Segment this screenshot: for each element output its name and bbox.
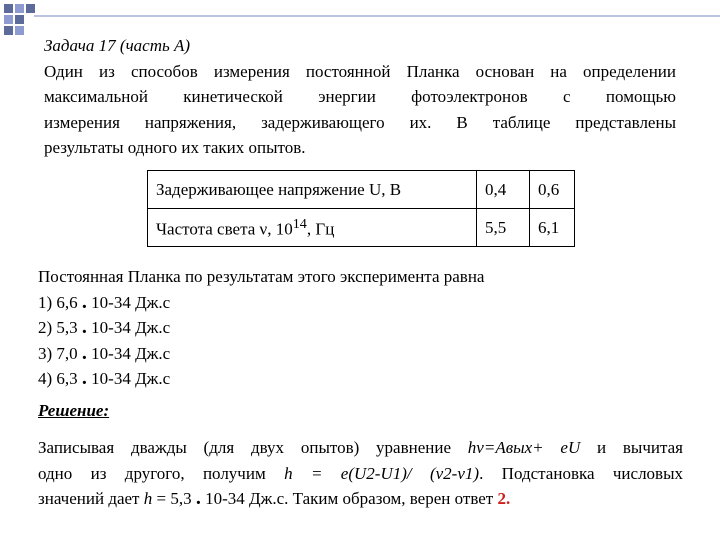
option-exponent: 10-34 Дж.с [91, 369, 171, 388]
decor-square [15, 4, 24, 13]
task-line: максимальной кинетической энергии фотоэлектронов с помощью [44, 87, 676, 106]
solution-text: значений дает [38, 489, 144, 508]
table-row [148, 209, 575, 247]
option-exponent: 10-34 Дж.с [91, 318, 171, 337]
task-line: результаты одного их таких опытов. [44, 138, 306, 157]
label-text: , 10 [267, 219, 293, 239]
cell-value: 0,6 [530, 171, 575, 209]
option-number: 1) [38, 292, 53, 312]
solution-text: и вычитая [580, 438, 683, 457]
decor-square [4, 4, 13, 13]
solution-block [38, 435, 683, 512]
decor-square [4, 15, 13, 24]
decor-square [15, 26, 24, 35]
task-block [44, 33, 676, 161]
row-label [148, 209, 477, 247]
question-text: Постоянная Планка по результатам этого эксперимента равна [38, 267, 485, 286]
answer-option [38, 290, 618, 316]
solution-text: = 5,3 [152, 489, 196, 508]
solution-text: одно из другого, получим [38, 463, 285, 483]
option-number: 2) [38, 318, 53, 337]
solution-heading: Решение: [38, 401, 110, 420]
decor-square [26, 4, 35, 13]
multiply-dot: . [195, 487, 201, 509]
multiply-dot: . [81, 341, 87, 364]
solution-line [38, 486, 683, 512]
option-number: 4) [38, 369, 53, 388]
solution-text: Записывая дважды (для двух опытов) уравнение [38, 438, 468, 457]
multiply-dot: . [81, 290, 87, 313]
question-block [38, 264, 618, 392]
cell-value: 5,5 [477, 209, 530, 247]
label-text: Частота света [156, 219, 260, 239]
data-table [147, 170, 575, 247]
task-title: Задача 17 (часть А) [44, 36, 191, 55]
multiply-dot: . [81, 316, 87, 338]
solution-text: . Подстановка числовых [479, 463, 684, 483]
formula: hν=Авых+ eU [467, 438, 581, 457]
solution-line [38, 461, 683, 487]
task-line: Один из способов измерения постоянной Планка основан на определении [44, 61, 676, 81]
table-row [148, 171, 575, 209]
decor-square [4, 26, 13, 35]
nu-symbol: ν [259, 219, 268, 239]
option-value: 6,3 [56, 369, 78, 388]
label-text: , Гц [306, 219, 335, 239]
exponent: 14 [292, 215, 307, 232]
option-exponent: 10-34 Дж.с [91, 343, 171, 363]
planck-symbol: h [143, 489, 153, 508]
option-number: 3) [38, 343, 53, 363]
solution-text: 10-34 Дж.с. Таким образом, верен ответ [205, 489, 498, 508]
option-value: 5,3 [56, 318, 78, 337]
solution-line [38, 435, 683, 461]
final-answer: 2. [497, 489, 511, 508]
cell-value: 0,4 [477, 171, 530, 209]
task-line: измерения напряжения, задерживающего их. В таблице представлены [44, 112, 676, 132]
decor-square [15, 15, 24, 24]
answer-option [38, 315, 618, 341]
row-label: Задерживающее напряжение U, В [148, 171, 477, 209]
option-value: 7,0 [56, 343, 78, 363]
answer-option [38, 341, 618, 367]
cell-value: 6,1 [530, 209, 575, 247]
multiply-dot: . [81, 367, 87, 389]
option-value: 6,6 [56, 292, 78, 312]
header-rule [34, 15, 720, 17]
answer-option [38, 366, 618, 392]
formula: h = e(U2-U1)/ (ν2-ν1) [284, 463, 480, 483]
option-exponent: 10-34 Дж.с [91, 292, 171, 312]
